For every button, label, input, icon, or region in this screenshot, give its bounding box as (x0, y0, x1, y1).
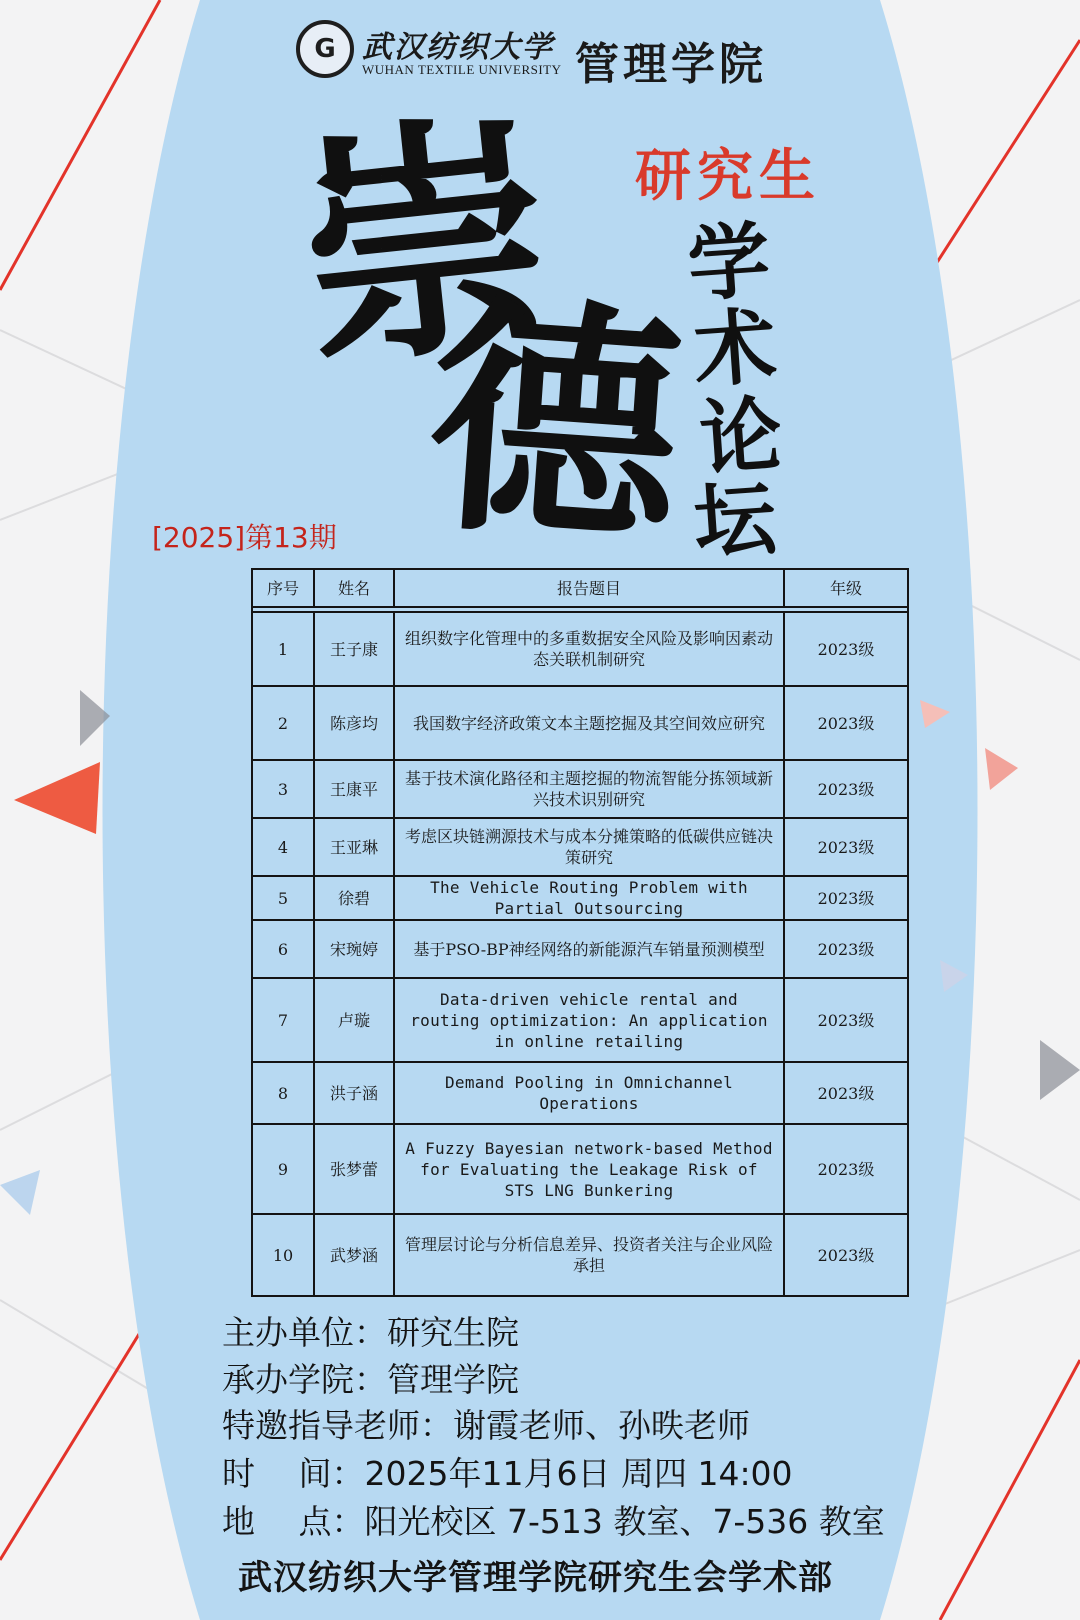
table-row (252, 818, 908, 876)
school-name: 管理学院 (575, 39, 767, 90)
row-no: 2 (252, 686, 314, 760)
row-grade: 2023级 (784, 1124, 908, 1214)
info-guide-label: 特邀指导老师： (222, 1406, 453, 1445)
row-grade: 2023级 (784, 612, 908, 686)
info-guide-value: 谢霞老师、孙昳老师 (453, 1406, 750, 1445)
row-no: 5 (252, 876, 314, 920)
row-name: 卢璇 (314, 978, 394, 1062)
row-title: 基于技术演化路径和主题挖掘的物流智能分拣领域新兴技术识别研究 (394, 760, 784, 818)
row-no: 10 (252, 1214, 314, 1296)
row-name: 张梦蕾 (314, 1124, 394, 1214)
info-host (222, 1307, 519, 1354)
info-organizer-value: 管理学院 (387, 1360, 519, 1399)
table-row (252, 978, 908, 1062)
forum-char-3: 论 (696, 386, 786, 488)
row-name: 洪子涵 (314, 1062, 394, 1124)
calligraphy-char-2: 德 (420, 267, 690, 579)
row-grade: 2023级 (784, 818, 908, 876)
info-place (222, 1496, 885, 1543)
row-name: 王子康 (314, 612, 394, 686)
info-organizer (222, 1354, 519, 1401)
table-row (252, 1124, 908, 1214)
row-title: Data-driven vehicle rental and routing optimization: An application in online retailing (394, 978, 784, 1062)
table-row (252, 876, 908, 920)
row-name: 王康平 (314, 760, 394, 818)
issue-number: [2025]第13期 (152, 521, 337, 554)
info-time (222, 1448, 793, 1495)
university-name-en: WUHAN TEXTILE UNIVERSITY (362, 62, 562, 77)
info-place-label: 地 点： (222, 1502, 365, 1541)
university-name-cn: 武汉纺织大学 (362, 30, 554, 65)
row-title: 组织数字化管理中的多重数据安全风险及影响因素动态关联机制研究 (394, 612, 784, 686)
info-place-value: 阳光校区 7-513 教室、7-536 教室 (364, 1502, 885, 1541)
postgraduate-tag: 研究生 (635, 143, 821, 209)
row-no: 3 (252, 760, 314, 818)
forum-char-1: 学 (684, 212, 774, 314)
table-header-row (252, 569, 908, 607)
row-title: Demand Pooling in Omnichannel Operations (394, 1062, 784, 1124)
info-guide (222, 1400, 750, 1447)
calligraphy-char-1: 崇 (285, 83, 565, 403)
row-title: 考虑区块链溯源技术与成本分摊策略的低碳供应链决策研究 (394, 818, 784, 876)
row-no: 8 (252, 1062, 314, 1124)
row-no: 9 (252, 1124, 314, 1214)
header-no: 序号 (252, 569, 314, 607)
row-no: 7 (252, 978, 314, 1062)
row-grade: 2023级 (784, 1214, 908, 1296)
row-name: 徐碧 (314, 876, 394, 920)
info-organizer-label: 承办学院： (222, 1360, 387, 1399)
row-title: 管理层讨论与分析信息差异、投资者关注与企业风险承担 (394, 1214, 784, 1296)
row-title: A Fuzzy Bayesian network-based Method for Evaluating the Leakage Risk of STS LNG Bunkering (394, 1124, 784, 1214)
table-row (252, 760, 908, 818)
row-grade: 2023级 (784, 760, 908, 818)
forum-char-4: 坛 (690, 470, 780, 572)
info-time-value: 2025年11月6日 周四 14:00 (364, 1454, 793, 1493)
info-host-value: 研究生院 (387, 1313, 519, 1352)
row-name: 陈彦均 (314, 686, 394, 760)
info-host-label: 主办单位： (222, 1313, 387, 1352)
row-no: 1 (252, 612, 314, 686)
row-title: 我国数字经济政策文本主题挖掘及其空间效应研究 (394, 686, 784, 760)
table-row (252, 686, 908, 760)
forum-char-2: 术 (690, 298, 780, 400)
row-name: 宋琬婷 (314, 920, 394, 978)
row-name: 王亚琳 (314, 818, 394, 876)
row-grade: 2023级 (784, 876, 908, 920)
row-title: 基于PSO-BP神经网络的新能源汽车销量预测模型 (394, 920, 784, 978)
footer-organizer: 武汉纺织大学管理学院研究生会学术部 (238, 1558, 833, 1598)
row-no: 6 (252, 920, 314, 978)
table-row (252, 1062, 908, 1124)
header-grade: 年级 (784, 569, 908, 607)
row-no: 4 (252, 818, 314, 876)
row-grade: 2023级 (784, 686, 908, 760)
logo-mark: G (314, 34, 336, 64)
table-row (252, 612, 908, 686)
table-row (252, 1214, 908, 1296)
table-row (252, 920, 908, 978)
info-time-label: 时 间： (222, 1454, 365, 1493)
schedule-table (251, 568, 909, 1297)
row-grade: 2023级 (784, 978, 908, 1062)
row-grade: 2023级 (784, 1062, 908, 1124)
row-grade: 2023级 (784, 920, 908, 978)
header-title: 报告题目 (394, 569, 784, 607)
university-logo (296, 20, 354, 78)
header-name: 姓名 (314, 569, 394, 607)
row-title: The Vehicle Routing Problem with Partial Outsourcing (394, 876, 784, 920)
row-name: 武梦涵 (314, 1214, 394, 1296)
